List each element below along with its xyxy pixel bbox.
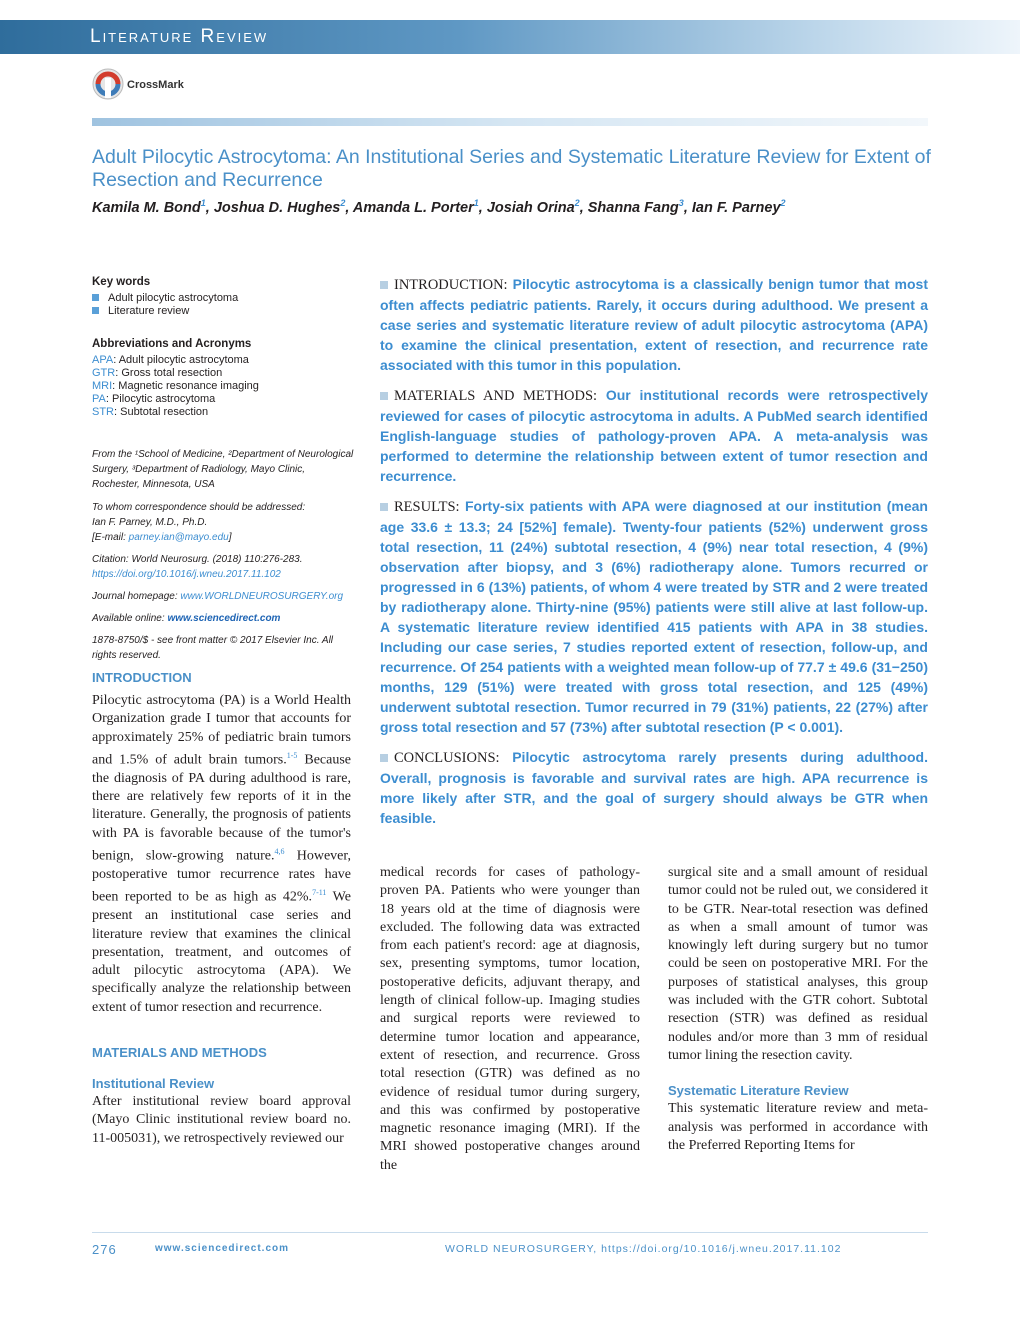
footer-site-link[interactable]: www.sciencedirect.com (155, 1243, 290, 1254)
email-link[interactable]: parney.ian@mayo.edu (128, 532, 229, 543)
abbreviation-value: : Gross total resection (115, 367, 223, 379)
author-affiliation[interactable]: 3 (678, 198, 684, 208)
author-affiliation[interactable]: 1 (473, 198, 479, 208)
author-affiliation[interactable]: 1 (200, 198, 206, 208)
abstract-text: Forty-six patients with APA were diagnosed at our institution (mean age 33.6 ± 13.3; 24 [52%] female). Twenty-four patients (52%) underwent gross total resection, 11 (24%) subtotal resection, 4 (9%) near total resection, 4 (9%) observation after biopsy, and 3 (6%) radiotherapy alone. Tumors recurred or progressed in 6 (13%) patients, of whom 4 were treated by STR and 2 were treated by radiotherapy alone. Thirty-nine (95%) patients were still alive at last follow-up. A systematic literature review identified 415 patients with APA in 38 studies. Including our case series, 7 studies reported extent of resection, follow-up, and recurrence. Of 254 patients with a weighted mean follow-up of 77.7 ± 49.6 (31−250) months, 129 (51%) were treated with gross total resection, and 125 (49%) underwent subtotal resection. Tumor recurred in 79 (31%) patients, 22 (27%) after gross total resection and 57 (73%) after subtotal resection (P < 0.001). (380, 498, 928, 735)
reference-link[interactable]: 7-11 (312, 888, 327, 898)
affiliation-text: From the ¹School of Medicine, ²Department of Neurological Surgery, ³Department of Radiology, Mayo Clinic, Rochester, Minnesota, USA (92, 449, 354, 490)
abbreviation-row (92, 380, 352, 392)
abbreviation-value: : Magnetic resonance imaging (112, 380, 259, 392)
introduction-heading: INTRODUCTION (92, 670, 192, 685)
crossmark-icon (92, 68, 124, 102)
copyright-text: 1878-8750/$ - see front matter © 2017 Elsevier Inc. All rights reserved. (92, 635, 334, 661)
abbreviation-row (92, 393, 352, 405)
page-number: 276 (92, 1242, 117, 1257)
footer-journal (445, 1243, 841, 1255)
systematic-review-text: This systematic literature review and meta-analysis was performed in accordance with the Preferred Reporting Items for (668, 1101, 928, 1153)
abstract-introduction (380, 274, 928, 375)
author-affiliation[interactable]: 2 (574, 198, 580, 208)
abstract (380, 274, 928, 838)
email-suffix: ] (228, 532, 232, 543)
author-affiliation[interactable]: 2 (780, 198, 786, 208)
abbreviation-key: MRI (92, 380, 113, 392)
available-label: Available online: (92, 613, 168, 624)
author-list: Kamila M. Bond$^1$, Joshua D. Hughes$^2$, Amanda L. Porter$^1$, Josiah Orina$^2$, Shanna Fang$^3$, Ian F. Parney$^2$ (92, 198, 786, 216)
intro-text-a: Pilocytic astrocytoma (PA) is a World Health Organization grade I tumor that accounts for approximately 25% of pediatric brain tumors and 1.5% of adult brain tumors. (92, 693, 351, 768)
abstract-text: Our institutional records were retrospectively reviewed for cases of pilocytic astrocytoma in adults. A PubMed search identified English-language studies of pathology-proven APA. A meta-analysis was performed to determine the relationship between extent of tumor resection and recurrence. (380, 387, 928, 484)
section-label: Literature Review (90, 26, 269, 47)
email-prefix: [E-mail: (92, 532, 129, 543)
abbreviation-key: STR (92, 406, 114, 418)
doi-link[interactable]: https://doi.org/10.1016/j.wneu.2017.11.102 (92, 569, 281, 580)
abstract-methods (380, 385, 928, 486)
available-online (92, 611, 354, 626)
abbreviation-value: : Adult pilocytic astrocytoma (113, 354, 249, 366)
institutional-review-text: After institutional review board approval (Mayo Clinic institutional review board no. 11-005031), we retrospectively reviewed our (92, 1094, 351, 1146)
header-rule (92, 118, 928, 126)
abstract-heading: MATERIALS AND METHODS: (380, 388, 597, 404)
author-name: Joshua D. Hughes (213, 199, 341, 216)
footer-doi-link[interactable]: https://doi.org/10.1016/j.wneu.2017.11.102 (601, 1243, 842, 1255)
abstract-heading: INTRODUCTION: (380, 277, 508, 293)
abbreviation-row (92, 354, 352, 366)
abstract-conclusions (380, 747, 928, 828)
author-name: Kamila M. Bond (92, 199, 201, 216)
abstract-text: Pilocytic astrocytoma is a classically benign tumor that most often affects pediatric patients. Rarely, it occurs during adulthood. We present a case series and systematic literature review of adult pilocytic astrocytoma (APA) to examine the clinical presentation, extent of resection, and recurrence rate associated with this tumor in this population. (380, 276, 928, 373)
introduction-text (92, 692, 351, 1017)
footer-rule (92, 1232, 928, 1233)
abstract-text: Pilocytic astrocytoma rarely presents during adulthood. Overall, prognosis is favorable and survival rates are high. APA recurrence is more likely after STR, and the goal of surgery should always be GTR when feasible. (380, 749, 928, 826)
sciencedirect-link[interactable]: www.sciencedirect.com (167, 613, 281, 624)
author-name: Shanna Fang (587, 199, 679, 216)
journal-homepage (92, 589, 354, 604)
abbreviation-key: PA (92, 393, 106, 405)
column-3-text: surgical site and a small amount of residual tumor could not be ruled out, we considered it to be GTR. Near-total resection was defined as when a small amount of tumor was knowingly left during surgery but no tumor could be seen on postoperative MRI. For the purposes of statistical analyses, this group was included with the GTR cohort. Subtotal resection (STR) was defined as residual nodules and/or more than 3 mm of residual tumor lining the resection cavity. (668, 865, 928, 1063)
abstract-heading: CONCLUSIONS: (380, 750, 500, 766)
article-meta (92, 447, 354, 663)
abbreviation-row (92, 367, 352, 379)
institutional-review-heading: Institutional Review (92, 1076, 215, 1092)
reference-link[interactable]: 4,6 (274, 847, 285, 857)
body-column-2: medical records for cases of pathology-proven PA. Patients who were younger than 18 years old at the time of diagnosis were excluded. The following data was extracted from each patient's record: age at diagnosis, sex, presenting symptoms, tumor location, postoperative deficits, adjuvant therapy, and length of clinical follow-up. Imaging studies and surgical reports were reviewed to determine tumor location and appearance, extent of resection, and recurrence. Gross total resection (GTR) was defined as no evidence of residual tumor during surgery, and this was confirmed by postoperative magnetic resonance imaging (MRI). If the MRI showed postoperative changes around the (380, 865, 640, 1173)
article-title: Adult Pilocytic Astrocytoma: An Institutional Series and Systematic Literature Review for Extent of Resection and Recurrence (92, 146, 931, 191)
abstract-results (380, 496, 928, 737)
homepage-link[interactable]: www.WORLDNEUROSURGERY.org (180, 591, 344, 602)
citation-text: Citation: World Neurosurg. (2018) 110:276-283. (92, 554, 303, 565)
footer-journal-name: WORLD NEUROSURGERY, (445, 1243, 602, 1255)
keywords-heading: Key words (92, 276, 151, 288)
abbreviation-value: : Subtotal resection (114, 406, 209, 418)
methods-heading: MATERIALS AND METHODS (92, 1045, 267, 1061)
intro-text-b: Because the diagnosis of PA during adulthood is rare, there are relatively few reports of it in the literature. Generally, the prognosis of patients with PA is favorable because of the tumor's benign, slow-growing nature. (92, 752, 351, 864)
abbreviation-key: APA (92, 354, 114, 366)
author-name: Amanda L. Porter (352, 199, 474, 216)
homepage-label: Journal homepage: (92, 591, 181, 602)
author-name: Josiah Orina (486, 199, 575, 216)
crossmark-label: CrossMark (127, 79, 184, 91)
reference-link[interactable]: 1-5 (286, 750, 298, 760)
correspondence-email (92, 530, 354, 545)
keyword-item: Adult pilocytic astrocytoma (92, 292, 352, 304)
intro-text-c: However, postoperative tumor recurrence rates have been reported to be as high as 42%. (92, 848, 351, 905)
systematic-review-heading: Systematic Literature Review (668, 1083, 849, 1099)
abstract-heading: RESULTS: (380, 499, 460, 515)
body-column-1 (92, 670, 351, 1148)
body-column-3 (668, 864, 928, 1155)
abbreviation-value: : Pilocytic astrocytoma (105, 393, 216, 405)
intro-text-d: We present an institutional case series and literature review that examines the clinical presentation, treatment, and outcomes of adult pilocytic astrocytoma (APA). We specifically analyze the relationship between extent of tumor resection and recurrence. (92, 889, 351, 1015)
abbreviation-row (92, 406, 352, 418)
author-affiliation[interactable]: 2 (340, 198, 346, 208)
keyword-item: Literature review (92, 305, 352, 317)
author-name: Ian F. Parney (691, 199, 781, 216)
correspondence-name: Ian F. Parney, M.D., Ph.D. (92, 517, 208, 528)
abbreviations-heading: Abbreviations and Acronyms (92, 338, 252, 350)
keywords-section (92, 276, 352, 318)
abbreviation-key: GTR (92, 367, 116, 379)
correspondence-label: To whom correspondence should be addressed: (92, 502, 306, 513)
abbreviations-section (92, 338, 352, 419)
